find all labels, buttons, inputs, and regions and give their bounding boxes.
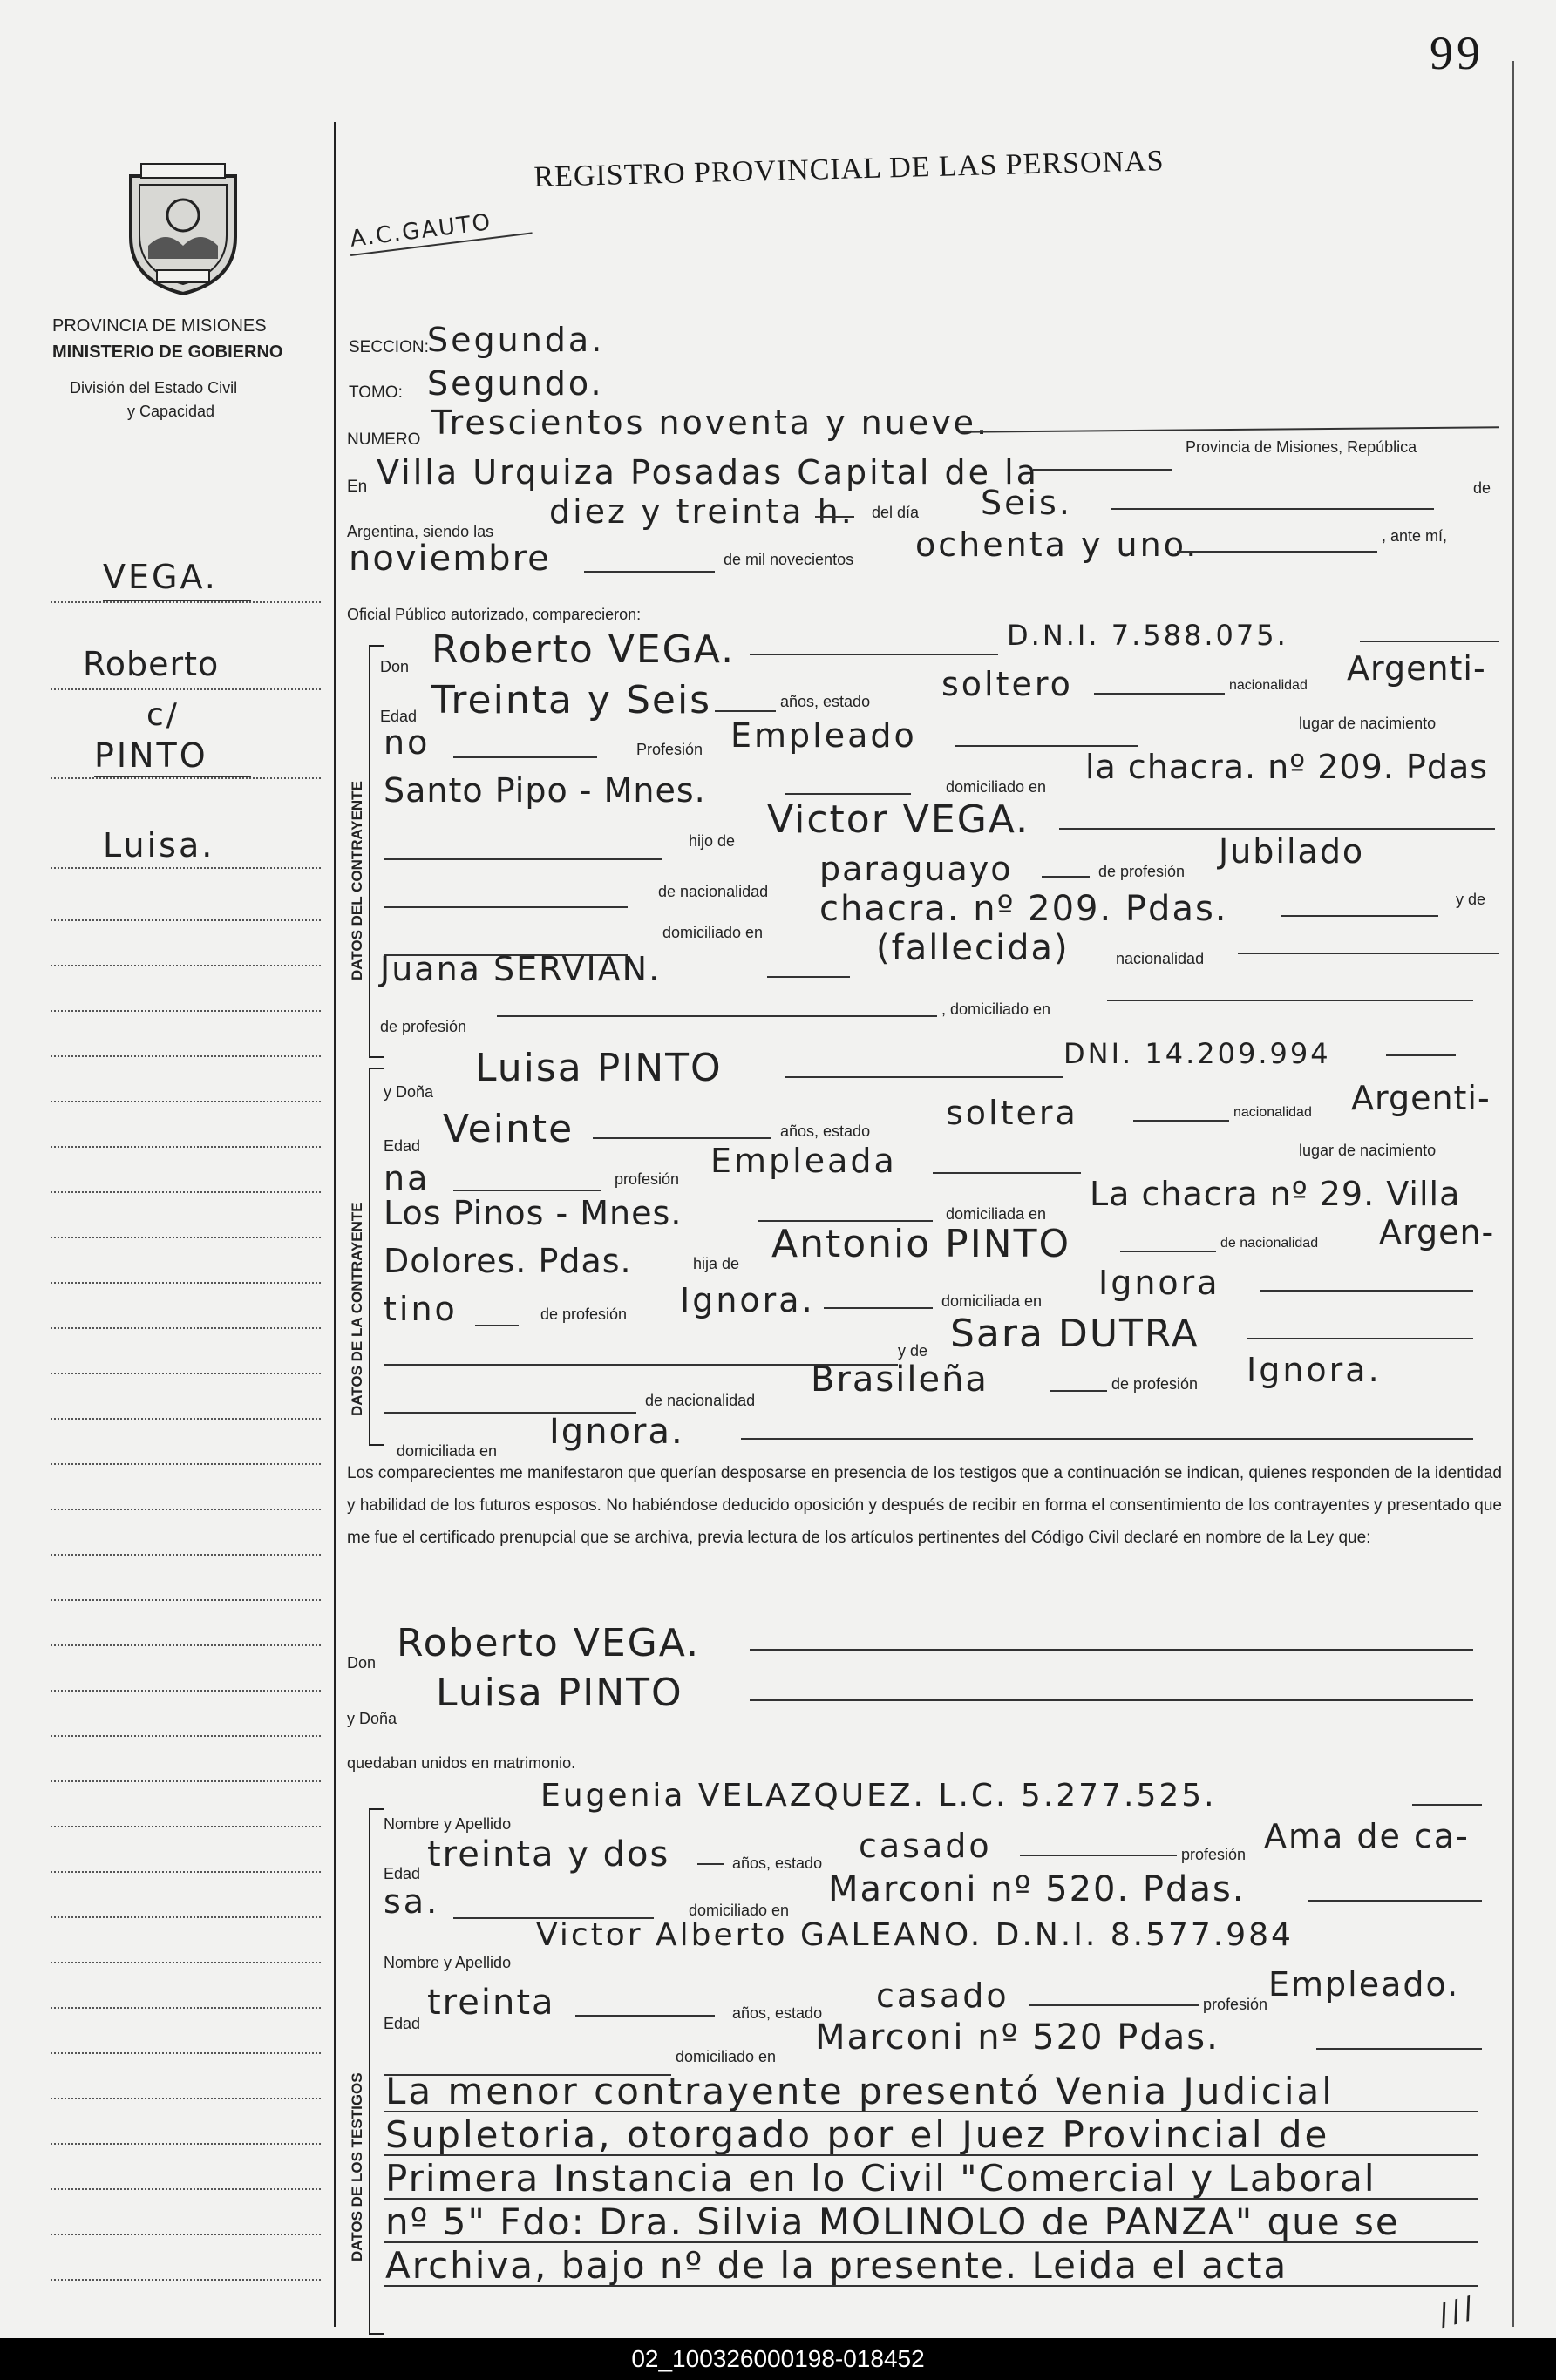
c2-estado-line xyxy=(1133,1120,1229,1122)
c2-hija-label: hija de xyxy=(693,1255,740,1272)
c2-madre-nac-label: de nacionalidad xyxy=(645,1392,756,1409)
decl-dona: Luisa PINTO xyxy=(436,1671,683,1715)
note-line-1: La menor contrayente presentó Venia Judicial xyxy=(385,2070,1335,2112)
note-line-4: nº 5" Fdo: Dra. Silvia MOLINOLO de PANZA" que se xyxy=(385,2200,1400,2243)
c1-padre: Victor VEGA. xyxy=(767,797,1030,842)
c1-madre-nac-label: nacionalidad xyxy=(1116,950,1205,967)
document-code: 02_100326000198-018452 xyxy=(631,2345,925,2372)
margin-dotted-line xyxy=(51,1010,321,1012)
c1-madre-dom-label: , domiciliado en xyxy=(941,1000,1051,1018)
margin-dotted-line xyxy=(51,2052,321,2054)
margin-dots-4 xyxy=(51,867,321,869)
province-name: PROVINCIA DE MISIONES xyxy=(52,316,267,336)
numero-line xyxy=(959,426,1499,432)
mes-line xyxy=(584,571,715,573)
t2-profesion: Empleado. xyxy=(1268,1965,1460,2004)
c1-madre-nac-line xyxy=(1238,953,1499,954)
t1-edad-label: Edad xyxy=(384,1865,421,1882)
note-rule-5 xyxy=(384,2285,1478,2287)
del-dia-label: del día xyxy=(872,504,920,521)
margin-dotted-line xyxy=(51,2188,321,2190)
argentina-label: Argentina, siendo las xyxy=(347,523,494,540)
margin-dotted-line xyxy=(51,2098,321,2099)
decl-don-label: Don xyxy=(347,1654,377,1671)
c2-estado: soltera xyxy=(946,1094,1078,1132)
c2-padre-nac-label: de nacionalidad xyxy=(1220,1236,1319,1251)
lugar-line xyxy=(1033,469,1172,471)
c1-dni-line xyxy=(1360,641,1499,642)
t1-estado: casado xyxy=(859,1827,992,1865)
margin-dotted-line xyxy=(51,1101,321,1102)
provincia-label: Provincia de Misiones, República xyxy=(1186,438,1417,456)
margin-dotted-line xyxy=(51,1871,321,1873)
numero-value: Trescientos noventa y nueve. xyxy=(431,403,990,442)
c1-profesion-label: Profesión xyxy=(636,741,703,758)
margin-surname-1: VEGA. xyxy=(103,558,218,596)
c2-edad: Veinte xyxy=(443,1107,574,1151)
t2-estado: casado xyxy=(876,1977,1009,2015)
t2-nombre: Victor Alberto GALEANO. D.N.I. 8.577.984 xyxy=(536,1917,1294,1953)
province-seal-icon xyxy=(122,159,244,298)
note-rule-4 xyxy=(384,2241,1478,2243)
c1-lugar-nac: Santo Pipo - Mnes. xyxy=(384,771,706,810)
margin-dotted-line xyxy=(51,1690,321,1692)
c1-madre-dom-line xyxy=(1107,1000,1473,1001)
footer-bar xyxy=(0,2338,1556,2380)
margin-dotted-line xyxy=(51,2234,321,2235)
c2-madre-dom-label: domiciliada en xyxy=(397,1442,498,1460)
c2-dom-label: domiciliada en xyxy=(946,1205,1047,1223)
c1-estado: soltero xyxy=(941,665,1073,703)
t1-edad: treinta y dos xyxy=(427,1834,670,1875)
margin-dotted-line xyxy=(51,1644,321,1646)
page-number: 99 xyxy=(1430,27,1484,79)
c1-nacionalidad: Argenti- xyxy=(1347,649,1486,688)
margin-dotted-line xyxy=(51,1599,321,1601)
c1-padre-nac-pre-line xyxy=(384,906,628,908)
dona-label: y Doña xyxy=(384,1083,434,1101)
margin-dots-3 xyxy=(51,777,321,779)
decl-dona-label: y Doña xyxy=(347,1710,397,1727)
margin-dotted-line xyxy=(51,1146,321,1148)
closing-marks: /// xyxy=(1434,2289,1480,2333)
t2-estado-line xyxy=(1029,2004,1199,2006)
t1-dom: Marconi nº 520. Pdas. xyxy=(828,1869,1246,1909)
lugar-value: Villa Urquiza Posadas Capital de la xyxy=(377,453,1039,492)
numero-label: NUMERO xyxy=(347,431,421,449)
margin-dotted-line xyxy=(51,1509,321,1510)
c2-padre-nac-line xyxy=(475,1325,519,1326)
t1-anos-label: años, estado xyxy=(732,1855,823,1872)
ministry-name: MINISTERIO DE GOBIERNO xyxy=(52,342,283,362)
seccion-label: SECCION: xyxy=(349,338,429,356)
c2-madre-nac-line xyxy=(1050,1390,1107,1392)
anio-value: ochenta y uno. xyxy=(915,525,1199,564)
c1-madre-prof-line xyxy=(497,1015,937,1017)
c1-hijo-label: hijo de xyxy=(689,832,736,850)
c1-domicilio: la chacra. nº 209. Pdas xyxy=(1085,748,1489,786)
contrayente-section-label: DATOS DEL CONTRAYENTE xyxy=(349,781,365,980)
margin-dotted-line xyxy=(51,919,321,921)
c1-dni: D.N.I. 7.588.075. xyxy=(1007,619,1288,652)
hora-line xyxy=(815,516,854,518)
c2-domicilio: La chacra nº 29. Villa xyxy=(1090,1175,1461,1213)
note-rule-1 xyxy=(384,2111,1478,2112)
margin-dotted-line xyxy=(51,1962,321,1963)
division-name: División del Estado Civil xyxy=(70,379,238,397)
c1-nac-label: nacionalidad xyxy=(1229,678,1308,693)
c1-padre-dom-line xyxy=(1281,915,1438,917)
c2-madre-dom-line xyxy=(741,1438,1473,1440)
de-mil-label: de mil novecientos xyxy=(724,551,854,568)
t2-edad-label: Edad xyxy=(384,2015,421,2032)
margin-connector: c/ xyxy=(146,697,180,733)
c1-padre-prof: Jubilado xyxy=(1219,832,1365,871)
anio-line xyxy=(1177,551,1377,553)
t1-profesion: Ama de ca- xyxy=(1264,1817,1470,1855)
margin-dotted-line xyxy=(51,1327,321,1329)
margin-dotted-line xyxy=(51,1554,321,1556)
t2-edad: treinta xyxy=(427,1983,555,2023)
t2-dom-line xyxy=(1316,2048,1482,2050)
decl-unidos: quedaban unidos en matrimonio. xyxy=(347,1754,576,1772)
dia-value: Seis. xyxy=(981,484,1072,522)
c2-madre: Sara DUTRA xyxy=(950,1312,1199,1356)
tomo-value: Segundo. xyxy=(427,364,604,403)
t1-edad-line xyxy=(697,1863,724,1865)
c1-padre-nac-label: de nacionalidad xyxy=(658,883,769,900)
en-label: En xyxy=(347,478,368,496)
margin-dotted-line xyxy=(51,1418,321,1420)
c1-edad: Treinta y Seis xyxy=(431,678,712,722)
c1-dom-label: domiciliado en xyxy=(946,778,1047,796)
decl-don: Roberto VEGA. xyxy=(397,1621,701,1665)
dia-line xyxy=(1111,508,1434,510)
margin-surname-2: PINTO xyxy=(94,736,208,775)
contrayente2-bracket xyxy=(369,1068,384,1446)
note-line-2: Supletoria, otorgado por el Juez Provincial de xyxy=(385,2113,1330,2156)
c2-nacionalidad: Argenti- xyxy=(1351,1079,1491,1117)
c2-madre-line xyxy=(1247,1338,1473,1339)
c1-nac-line xyxy=(453,756,597,758)
c1-nombre: Roberto VEGA. xyxy=(431,627,736,672)
c2-lugar-label: lugar de nacimiento xyxy=(1299,1142,1437,1159)
declaration-paragraph: Los comparecientes me manifestaron que querían desposarse en presencia de los testigos que a continuación se indican, quienes responden de la identidad y habilidad de los futuros esposos. No habiéndose deducido oposición y después de recibir en forma el consentimiento de los contrayentes y presentado que me fue el certificado prenupcial que se archiva, previa lectura de los artículos pertinentes del Código Civil declaré en nombre de la Ley que: xyxy=(347,1464,1502,1547)
c1-nombre-line xyxy=(750,654,998,655)
t1-estado-line xyxy=(1020,1855,1177,1856)
margin-dotted-line xyxy=(51,1780,321,1782)
t1-nombre: Eugenia VELAZQUEZ. L.C. 5.277.525. xyxy=(540,1778,1217,1814)
t1-dom-line xyxy=(1308,1900,1482,1902)
c2-nac-label: nacionalidad xyxy=(1233,1105,1312,1120)
margin-dotted-line xyxy=(51,1373,321,1374)
c2-nac-line xyxy=(453,1190,601,1191)
c2-anos-label: años, estado xyxy=(780,1122,871,1140)
de-label: de xyxy=(1473,479,1491,497)
c1-y-de-label: y de xyxy=(1456,891,1486,908)
c1-padre-dom: chacra. nº 209. Pdas. xyxy=(819,889,1228,929)
c2-padre: Antonio PINTO xyxy=(771,1222,1071,1266)
testigos-bracket xyxy=(369,1808,384,2335)
c2-dni-line xyxy=(1386,1054,1456,1056)
note-rule-2 xyxy=(384,2154,1478,2156)
c1-lugar-line xyxy=(785,793,911,795)
c1-profesion: Empleado xyxy=(730,716,917,755)
margin-given-1: Roberto xyxy=(83,645,220,683)
t1-profesion-label: profesión xyxy=(1181,1846,1247,1863)
c1-prof-line xyxy=(955,745,1138,747)
testigos-section-label: DATOS DE LOS TESTIGOS xyxy=(349,2072,365,2261)
margin-dotted-line xyxy=(51,1463,321,1465)
margin-dots-1 xyxy=(51,601,321,603)
mes-value: noviembre xyxy=(349,539,551,579)
c1-padre-nac: paraguayo xyxy=(819,850,1013,888)
c1-madre: Juana SERVIAN. xyxy=(380,950,662,988)
c2-madre-nac: Brasileña xyxy=(811,1360,989,1400)
c2-domicilio-cont: Dolores. Pdas. xyxy=(384,1242,632,1280)
note-line-5: Archiva, bajo nº de la presente. Leida el acta xyxy=(385,2244,1288,2287)
t1-profesion-cont: sa. xyxy=(384,1882,440,1921)
c1-edad-line xyxy=(715,710,776,712)
c2-edad-label: Edad xyxy=(384,1137,421,1155)
c2-padre-nac-cont: tino xyxy=(384,1290,458,1328)
vertical-rule xyxy=(334,122,336,2327)
t2-edad-line xyxy=(575,2015,715,2017)
c2-edad-line xyxy=(593,1137,771,1139)
tomo-label: TOMO: xyxy=(349,383,403,402)
c2-nombre: Luisa PINTO xyxy=(475,1046,723,1090)
margin-given-2: Luisa. xyxy=(103,826,215,865)
margin-dotted-line xyxy=(51,1191,321,1193)
c2-padre-dom-label: domiciliada en xyxy=(941,1292,1043,1310)
c2-padre-dom: Ignora xyxy=(1098,1264,1220,1302)
c2-padre-prof-label: de profesión xyxy=(540,1305,628,1323)
decl-dona-line xyxy=(750,1699,1473,1701)
margin-dotted-line xyxy=(51,1055,321,1057)
margin-dotted-line xyxy=(51,1237,321,1238)
margin-dotted-line xyxy=(51,1282,321,1284)
t2-profesion-label: profesión xyxy=(1203,1996,1268,2013)
c2-dni: DNI. 14.209.994 xyxy=(1063,1037,1331,1070)
note-rule-3 xyxy=(384,2198,1478,2200)
c2-prof-line xyxy=(933,1172,1081,1174)
t2-anos-label: años, estado xyxy=(732,2004,823,2022)
c2-madre-prof: Ignora. xyxy=(1247,1351,1382,1389)
t2-nombre-label: Nombre y Apellido xyxy=(384,1954,512,1971)
t2-dom-label: domiciliado en xyxy=(676,2048,777,2065)
official-initials: A.C.GAUTO xyxy=(349,209,493,253)
c2-y-de-label: y de xyxy=(898,1342,928,1360)
oficial-label: Oficial Público autorizado, comparecieron: xyxy=(347,606,642,623)
c1-nacionalidad-cont: no xyxy=(384,723,431,762)
note-line-3: Primera Instancia en lo Civil "Comercial y Laboral xyxy=(385,2157,1376,2200)
margin-dotted-line xyxy=(51,1916,321,1918)
seccion-value: Segunda. xyxy=(427,321,605,359)
page-title: REGISTRO PROVINCIAL DE LAS PERSONAS xyxy=(533,145,1165,193)
don-label: Don xyxy=(380,658,410,675)
division-name-2: y Capacidad xyxy=(127,403,215,420)
c2-lugar-nac: Los Pinos - Mnes. xyxy=(384,1194,683,1232)
c1-madre-prof-label: de profesión xyxy=(380,1018,467,1035)
c2-madre-dom: Ignora. xyxy=(549,1412,684,1452)
t2-dom: Marconi nº 520 Pdas. xyxy=(815,2017,1220,2058)
right-rule xyxy=(1512,61,1514,2327)
t1-nombre-label: Nombre y Apellido xyxy=(384,1815,512,1833)
t1-nombre-line xyxy=(1412,1804,1482,1806)
c1-anos-label: años, estado xyxy=(780,693,871,710)
contrayente2-section-label: DATOS DE LA CONTRAYENTE xyxy=(349,1202,365,1416)
c2-padre-nac: Argen- xyxy=(1379,1213,1495,1251)
c1-estado-line xyxy=(1094,693,1225,695)
margin-dotted-line xyxy=(51,2143,321,2145)
c1-hijo-line xyxy=(384,858,662,860)
c1-padre-line xyxy=(1059,828,1495,830)
c2-padre-dom-line xyxy=(1260,1290,1473,1292)
c2-padre-line xyxy=(1120,1251,1216,1252)
c1-padre-prof-label: de profesión xyxy=(1098,863,1186,880)
hora-value: diez y treinta h. xyxy=(549,492,854,531)
t1-dom-label: domiciliado en xyxy=(689,1902,790,1919)
c2-nacionalidad-cont: na xyxy=(384,1159,431,1197)
c2-profesion-label: profesión xyxy=(615,1170,680,1188)
margin-dots-2 xyxy=(51,688,321,690)
decl-don-line xyxy=(750,1649,1473,1651)
margin-dotted-line xyxy=(51,1826,321,1827)
margin-dotted-line xyxy=(51,965,321,966)
ante-label: , ante mí, xyxy=(1382,527,1448,545)
margin-dotted-line xyxy=(51,2279,321,2281)
c2-madre-prof-label: de profesión xyxy=(1111,1375,1199,1393)
c2-padre-prof-line xyxy=(824,1307,933,1309)
c1-madre-line xyxy=(767,976,850,978)
c2-nombre-line xyxy=(785,1076,1063,1078)
c1-madre-nota: (fallecida) xyxy=(876,928,1070,968)
c1-padre-nac-line xyxy=(1042,876,1090,878)
margin-dotted-line xyxy=(51,1735,321,1737)
c1-padre-dom-label: domiciliado en xyxy=(662,924,764,941)
margin-dotted-line xyxy=(51,2007,321,2009)
c2-profesion: Empleada xyxy=(710,1142,897,1180)
c1-edad-label: Edad xyxy=(380,708,418,725)
c2-padre-prof: Ignora. xyxy=(680,1281,815,1319)
c1-lugar-label: lugar de nacimiento xyxy=(1299,715,1437,732)
